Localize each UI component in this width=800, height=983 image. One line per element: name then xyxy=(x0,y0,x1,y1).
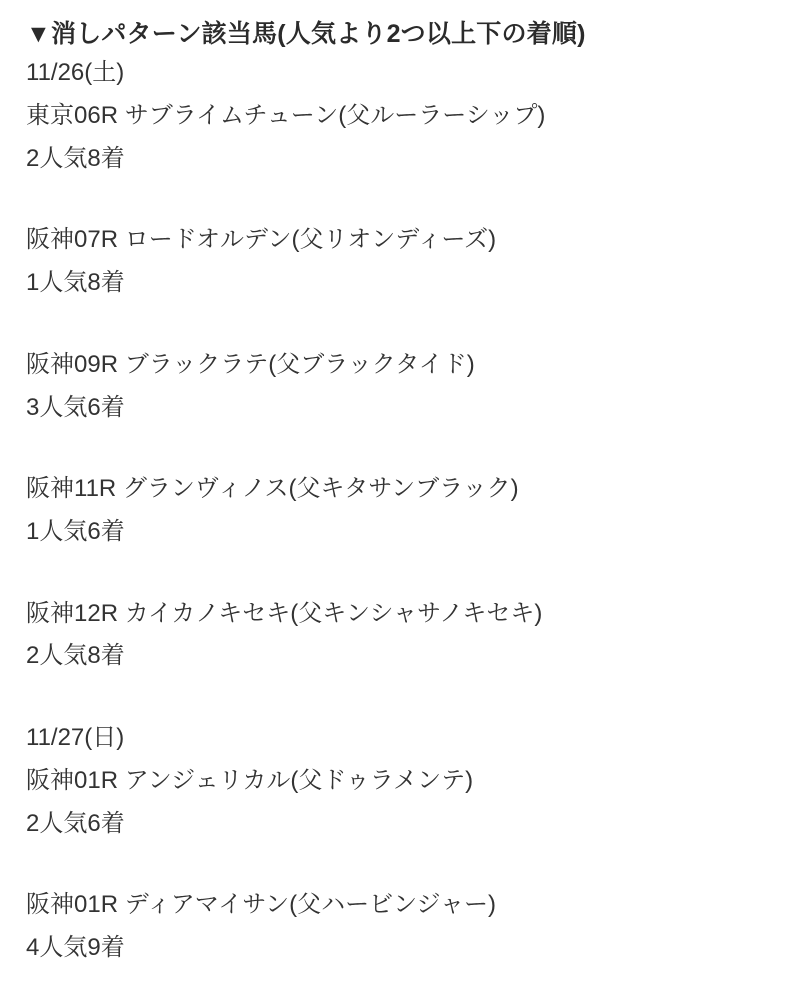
race-horse-label: 阪神09R ブラックラテ(父ブラックタイド) xyxy=(26,350,475,378)
race-horse-label: 阪神01R アンジェリカル(父ドゥラメンテ) xyxy=(26,766,474,794)
list-item xyxy=(26,219,788,304)
race-result-label: 1人気8着 xyxy=(26,269,125,297)
page-title: ▼消しパターン該当馬(人気より2つ以上下の着順) xyxy=(26,20,586,48)
race-horse-label: 阪神07R ロードオルデン(父リオンディーズ) xyxy=(26,226,497,254)
race-horse-label: 阪神11R グランヴィノス(父キタサンブラック) xyxy=(26,475,519,503)
date-group xyxy=(26,52,788,678)
date-label: 11/26(土) xyxy=(26,59,125,87)
race-result-label: 1人気6着 xyxy=(26,518,125,545)
race-result-label: 4人気9着 xyxy=(26,934,125,962)
list-item xyxy=(26,95,788,180)
list-item xyxy=(26,760,788,845)
race-horse-label: 阪神01R ディアマイサン(父ハービンジャー) xyxy=(26,891,496,919)
date-group xyxy=(26,717,788,970)
list-item xyxy=(26,884,788,969)
list-item xyxy=(26,344,788,429)
list-item xyxy=(26,468,788,553)
date-label: 11/27(日) xyxy=(26,724,125,752)
race-result-label: 2人気8着 xyxy=(26,144,125,172)
document-content xyxy=(26,16,788,970)
race-result-label: 2人気8着 xyxy=(26,642,125,670)
race-horse-label: 東京06R サブライムチューン(父ルーラーシップ) xyxy=(26,101,546,129)
list-item xyxy=(26,593,788,678)
race-result-label: 3人気6着 xyxy=(26,393,125,421)
race-horse-label: 阪神12R カイカノキセキ(父キンシャサノキセキ) xyxy=(26,599,543,627)
race-result-label: 2人気6着 xyxy=(26,809,125,837)
